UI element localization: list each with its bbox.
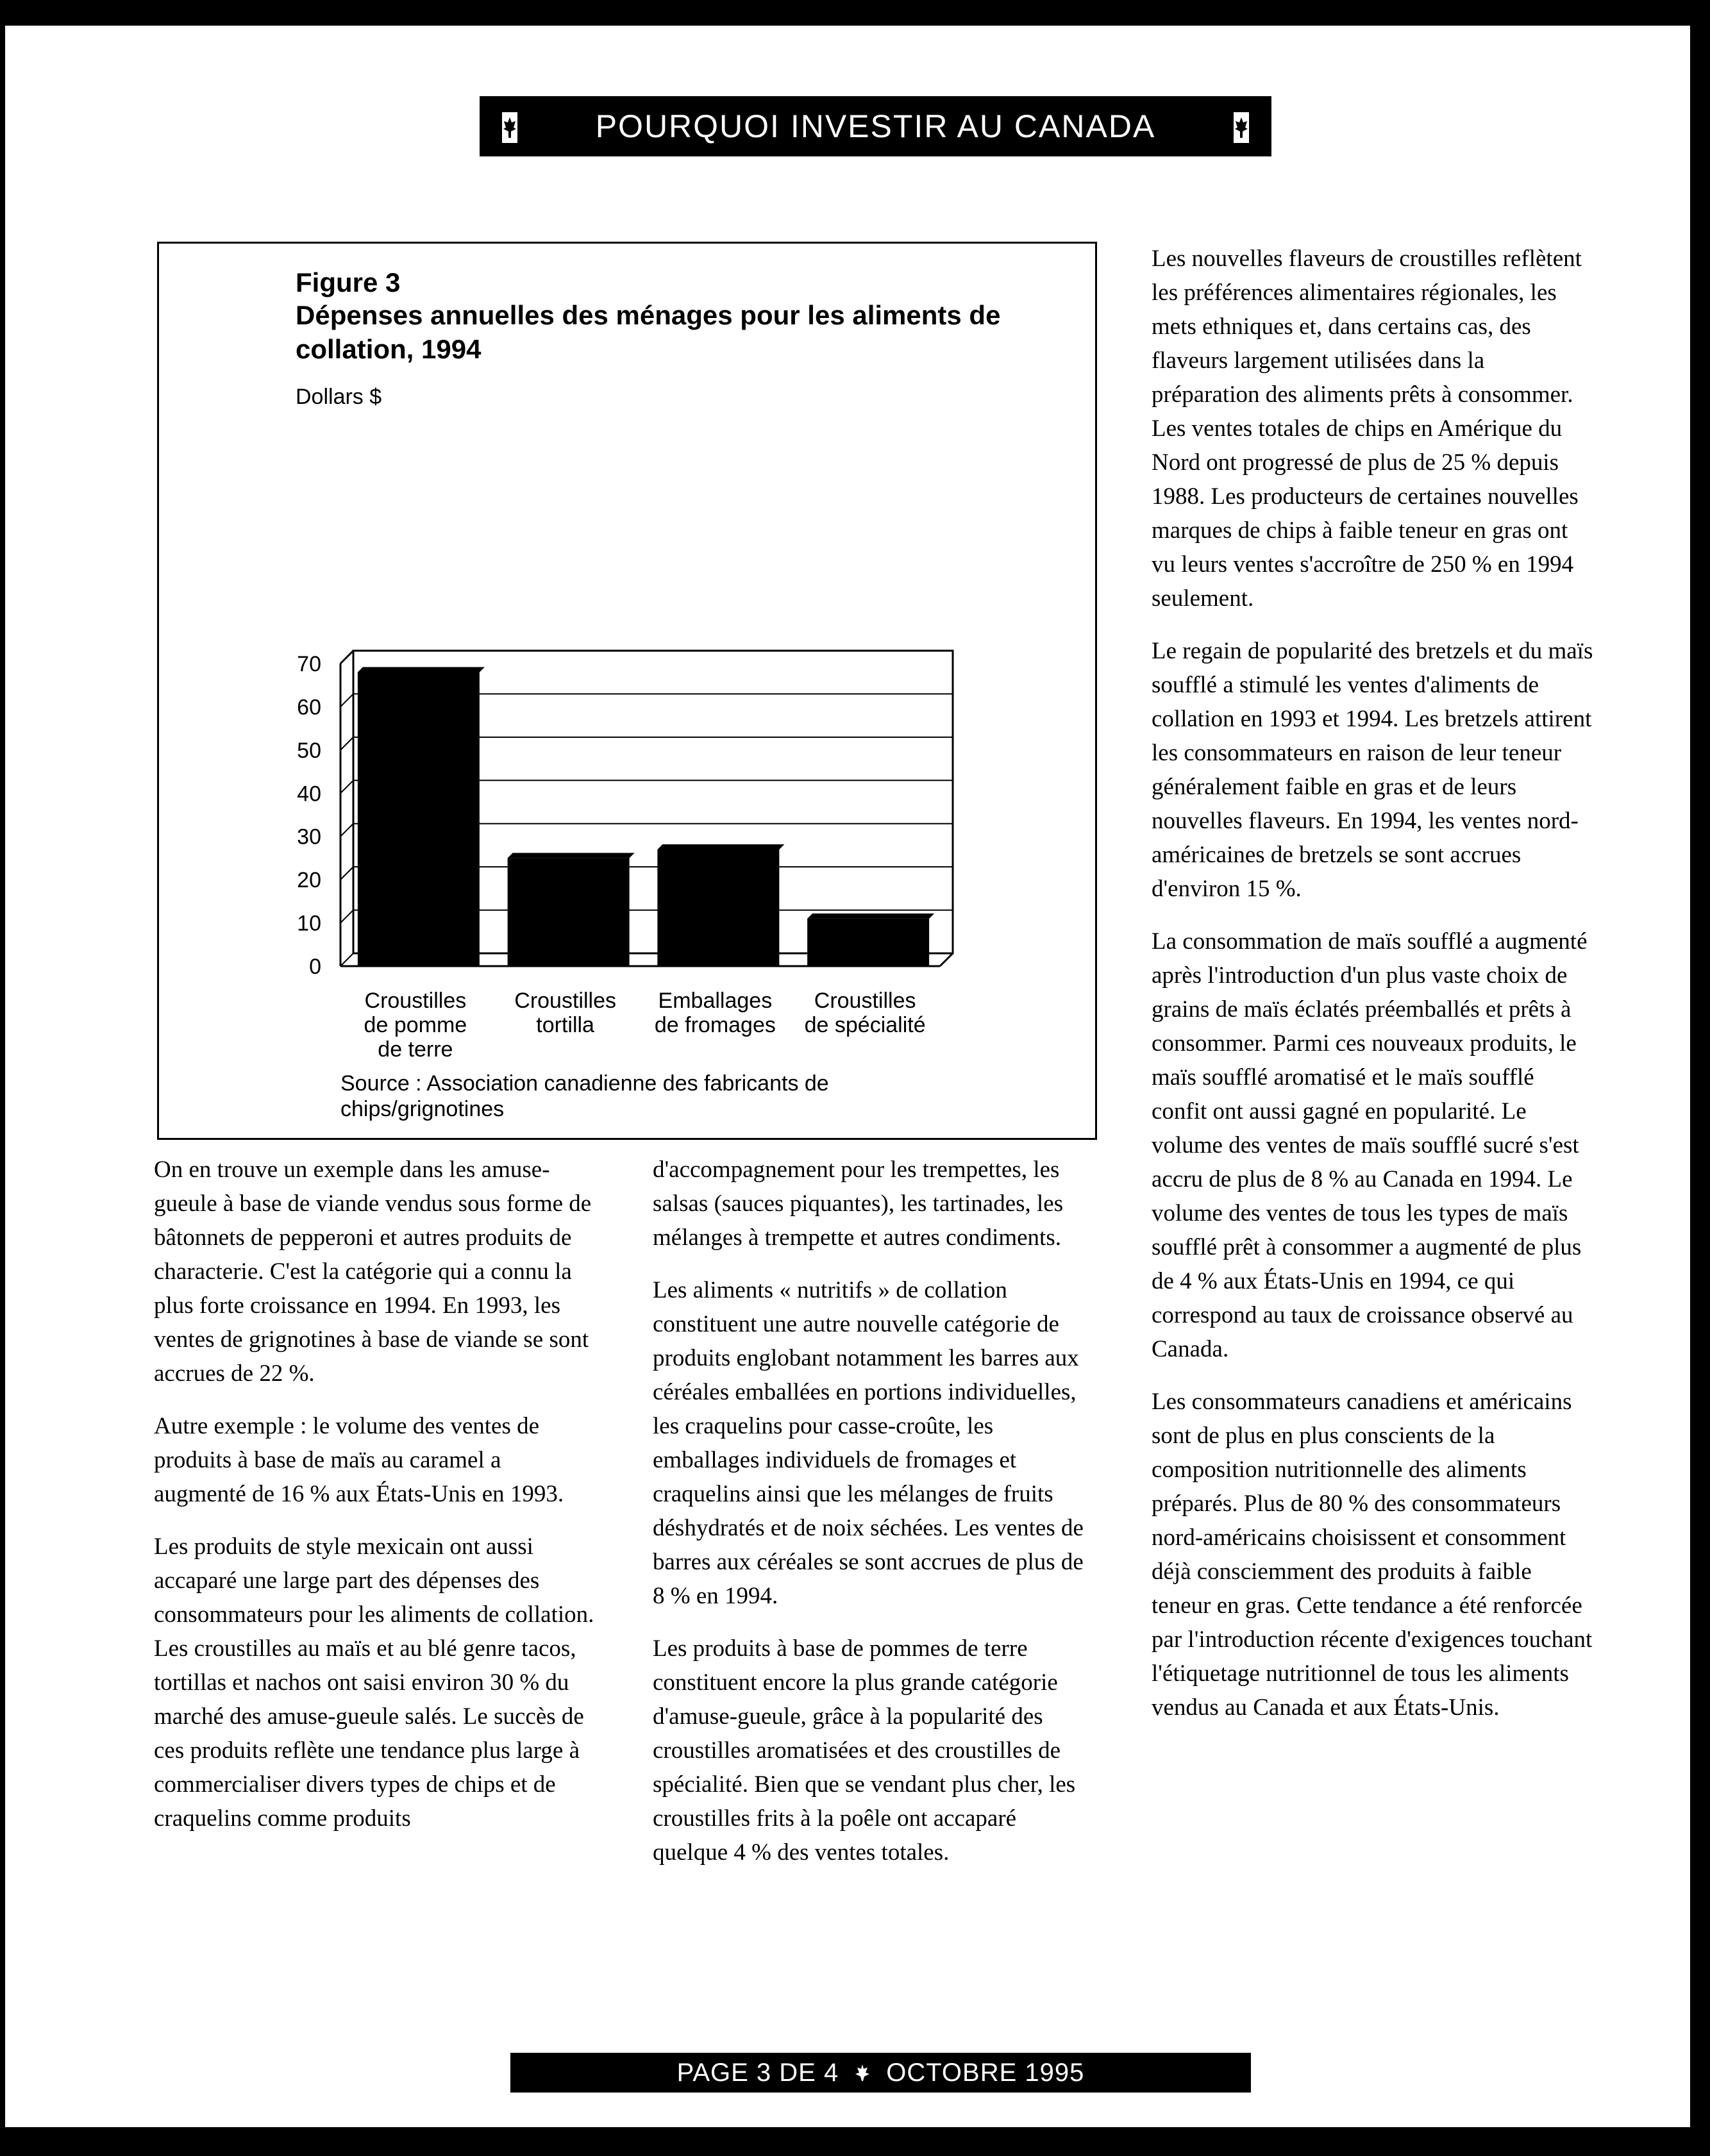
y-tick-label: 50 (297, 738, 321, 763)
figure-source: Source : Association canadienne des fabricants de chips/grignotines (340, 1071, 829, 1121)
footer-bar (510, 2053, 1251, 2093)
x-tick-label-line: de terre (378, 1037, 453, 1062)
x-tick-label-line: Emballages (658, 989, 773, 1013)
axis-tick (340, 910, 353, 923)
bar-top (358, 667, 485, 672)
column-left (154, 1153, 596, 1854)
axis-edge (940, 953, 953, 966)
y-tick-label: 30 (297, 824, 321, 849)
figure-title: Dépenses annuelles des ménages pour les aliments de collation, 1994 (296, 300, 1001, 364)
paragraph: Les nouvelles flaveurs de croustilles reflètent les préférences alimentaires régionales, les mets ethniques et, dans certains cas, des flaveurs largement utilisées dans la préparation des aliments prêts à consommer. Les ventes totales de chips en Amérique du Nord ont progressé de plus de 25 % depuis 1988. Les producteurs de certaines nouvelles marques de chips à faible teneur en gras ont vu leurs ventes s'accroître de 250 % en 1994 seulement. (1152, 246, 1582, 612)
header-title: POURQUOI INVESTIR AU CANADA (595, 108, 1156, 144)
column-middle (653, 1153, 1095, 1888)
axis-edge (340, 651, 353, 664)
paragraph: Les aliments « nutritifs » de collation constituent une autre nouvelle catégorie de produits englobant notamment les barres aux céréales emballées en portions individuelles, les craquelins pour casse-croûte, les emballages individuels de fromages et craquelins ainsi que les mélanges de fruits déshydratés et de noix séchées. Les ventes de barres aux céréales se sont accrues de plus de 8 % en 1994. (653, 1277, 1084, 1609)
paragraph: Les consommateurs canadiens et américains sont de plus en plus conscients de la composition nutritionnelle des aliments préparés. Plus de 80 % des consommateurs nord-américains choisissent et consomment déjà consciemment des produits à faible teneur en gras. Cette tendance a été renforcée par l'introduction récente d'exigences touchant l'étiquetage nutritionnel de tous les aliments vendus au Canada et aux États-Unis. (1152, 1389, 1593, 1721)
footer-date: OCTOBRE 1995 (886, 2058, 1085, 2087)
y-tick-label: 60 (297, 695, 321, 720)
y-tick-label: 0 (309, 955, 321, 979)
axis-tick (340, 737, 353, 750)
x-tick-label (489, 989, 642, 1037)
maple-leaf-icon (853, 2063, 872, 2082)
paragraph: Le regain de popularité des bretzels et du maïs soufflé a stimulé les ventes d'aliments de collation en 1993 et 1994. Les bretzels attirent les consommateurs en raison de leur teneur généralement faible en gras et de leurs nouvelles flaveurs. En 1994, les ventes nord-américaines de bretzels se sont accrues d'environ 15 %. (1152, 638, 1593, 902)
axis-tick (340, 780, 353, 793)
x-tick-label-line: de spécialité (804, 1013, 926, 1037)
footer-page: PAGE 3 DE 4 (676, 2058, 839, 2087)
bar-top (508, 853, 635, 858)
x-tick-label-line: de pomme (364, 1013, 467, 1037)
figure-y-axis-label: Dollars $ (296, 385, 382, 409)
y-tick-label: 70 (297, 652, 321, 676)
x-tick-label-line: Croustilles (364, 989, 467, 1013)
canada-flag-icon (492, 110, 527, 145)
x-tick-label-line: Croustilles (814, 989, 916, 1013)
column-right (1152, 242, 1594, 1743)
paragraph: Les produits de style mexicain ont aussi accaparé une large part des dépenses des consommateurs pour les aliments de collation. Les croustilles au maïs et au blé genre tacos, tortillas et nachos ont saisi environ 30 % du marché des amuse-gueule salés. Le succès de ces produits reflète une tendance plus large à commercialiser divers types de chips et de craquelins comme produits (154, 1533, 594, 1832)
axis-tick (340, 824, 353, 837)
bar-top (807, 914, 934, 919)
page (5, 26, 1690, 2127)
header-bar (480, 96, 1271, 156)
x-tick-label-line: tortilla (536, 1013, 594, 1037)
figure-box (157, 242, 1097, 1140)
x-tick-label (638, 989, 792, 1037)
bar (508, 858, 630, 966)
x-tick-label (339, 989, 492, 1062)
y-tick-label: 40 (297, 781, 321, 806)
paragraph: On en trouve un exemple dans les amuse-gueule à base de viande vendus sous forme de bâtonnets de pepperoni et autres produits de characterie. C'est la catégorie qui a connu la plus forte croissance en 1994. En 1993, les ventes de grignotines à base de viande se sont accrues de 22 %. (154, 1157, 592, 1387)
x-tick-label-line: Croustilles (514, 989, 616, 1013)
canada-flag-icon (1224, 110, 1259, 145)
bar-top (657, 844, 784, 849)
bar (358, 672, 480, 966)
paragraph: Autre exemple : le volume des ventes de produits à base de maïs au caramel a augmenté de 16 % aux États-Unis en 1993. (154, 1413, 564, 1507)
axis-tick (340, 694, 353, 706)
axis-tick (340, 953, 353, 966)
x-tick-label-line: de fromages (654, 1013, 776, 1037)
paragraph: d'accompagnement pour les trempettes, les salsas (sauces piquantes), les tartinades, les mélanges à trempette et autres condiments. (653, 1157, 1064, 1251)
bar (657, 849, 779, 966)
y-tick-label: 10 (297, 911, 321, 936)
bar-chart (159, 244, 1095, 987)
y-tick-label: 20 (297, 868, 321, 893)
paragraph: Les produits à base de pommes de terre constituent encore la plus grande catégorie d'amuse-gueule, grâce à la popularité des croustilles aromatisées et des croustilles de spécialité. Bien que se vendant plus cher, les croustilles frits à la poêle ont accaparé quelque 4 % des ventes totales. (653, 1635, 1076, 1866)
bar (807, 919, 929, 966)
axis-tick (340, 867, 353, 880)
x-tick-label (788, 989, 942, 1037)
paragraph: La consommation de maïs soufflé a augmenté après l'introduction d'un plus vaste choix de grains de maïs éclatés préemballés et prêts à consommer. Parmi ces nouveaux produits, le maïs soufflé aromatisé et le maïs soufflé confit ont aussi gagné en popularité. Le volume des ventes de maïs soufflé sucré s'est accru de plus de 8 % au Canada en 1994. Le volume des ventes de tous les types de maïs soufflé prêt à consommer a augmenté de plus de 4 % aux États-Unis en 1994, ce qui correspond au taux de croissance observé au Canada. (1152, 928, 1588, 1362)
figure-label: Figure 3 (296, 267, 401, 297)
